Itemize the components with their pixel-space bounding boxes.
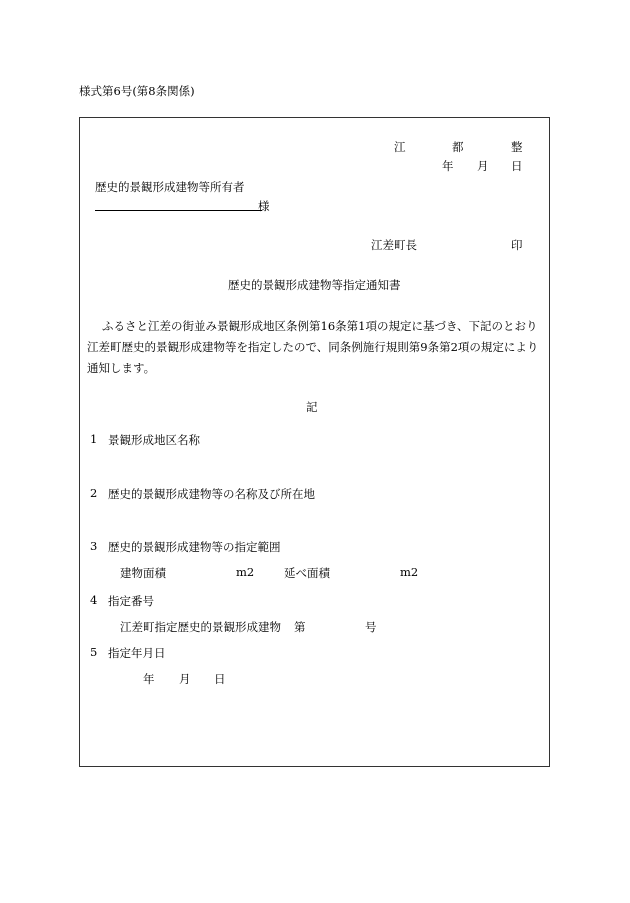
item-3-number: 3 — [90, 539, 98, 553]
item-2-label: 歴史的景観形成建物等の名称及び所在地 — [108, 487, 315, 501]
item-2-number: 2 — [90, 486, 98, 500]
item-4-label: 指定番号 — [108, 594, 154, 608]
date-header-year: 年 — [442, 159, 454, 173]
sender-name: 江差町長 — [371, 238, 417, 252]
building-area-unit: m2 — [236, 565, 255, 579]
item-3-label: 歴史的景観形成建物等の指定範囲 — [108, 540, 281, 554]
doc-number-char-1: 江 — [394, 140, 406, 154]
designation-day: 日 — [214, 672, 226, 686]
ki-heading: 記 — [306, 400, 318, 414]
floor-area-unit: m2 — [400, 565, 419, 579]
body-line-3: 通知します。 — [87, 361, 156, 375]
recipient-honorific: 様 — [258, 199, 270, 213]
building-area-label: 建物面積 — [120, 566, 166, 580]
designation-go: 号 — [365, 620, 377, 634]
recipient-name-line — [95, 210, 262, 211]
seal-mark: 印 — [511, 238, 523, 252]
form-number: 様式第6号(第8条関係) — [79, 84, 195, 98]
item-5-number: 5 — [90, 645, 98, 659]
doc-number-char-3: 整 — [511, 140, 523, 154]
item-5-label: 指定年月日 — [108, 646, 166, 660]
body-line-1: ふるさと江差の街並み景観形成地区条例第16条第1項の規定に基づき、下記のとおり — [102, 319, 538, 333]
item-1-label: 景観形成地区名称 — [108, 433, 200, 447]
date-header-day: 日 — [511, 159, 523, 173]
designation-prefix: 江差町指定歴史的景観形成建物 — [120, 620, 281, 634]
designation-month: 月 — [179, 672, 191, 686]
doc-number-char-2: 都 — [452, 140, 464, 154]
recipient-label: 歴史的景観形成建物等所有者 — [95, 180, 245, 194]
document-title: 歴史的景観形成建物等指定通知書 — [228, 278, 401, 292]
item-4-number: 4 — [90, 593, 98, 607]
date-header-month: 月 — [477, 159, 489, 173]
floor-area-label: 延べ面積 — [284, 566, 330, 580]
designation-year: 年 — [143, 672, 155, 686]
item-1-number: 1 — [90, 432, 98, 446]
designation-dai: 第 — [294, 620, 306, 634]
body-line-2: 江差町歴史的景観形成建物等を指定したので、同条例施行規則第9条第2項の規定により — [87, 340, 539, 354]
